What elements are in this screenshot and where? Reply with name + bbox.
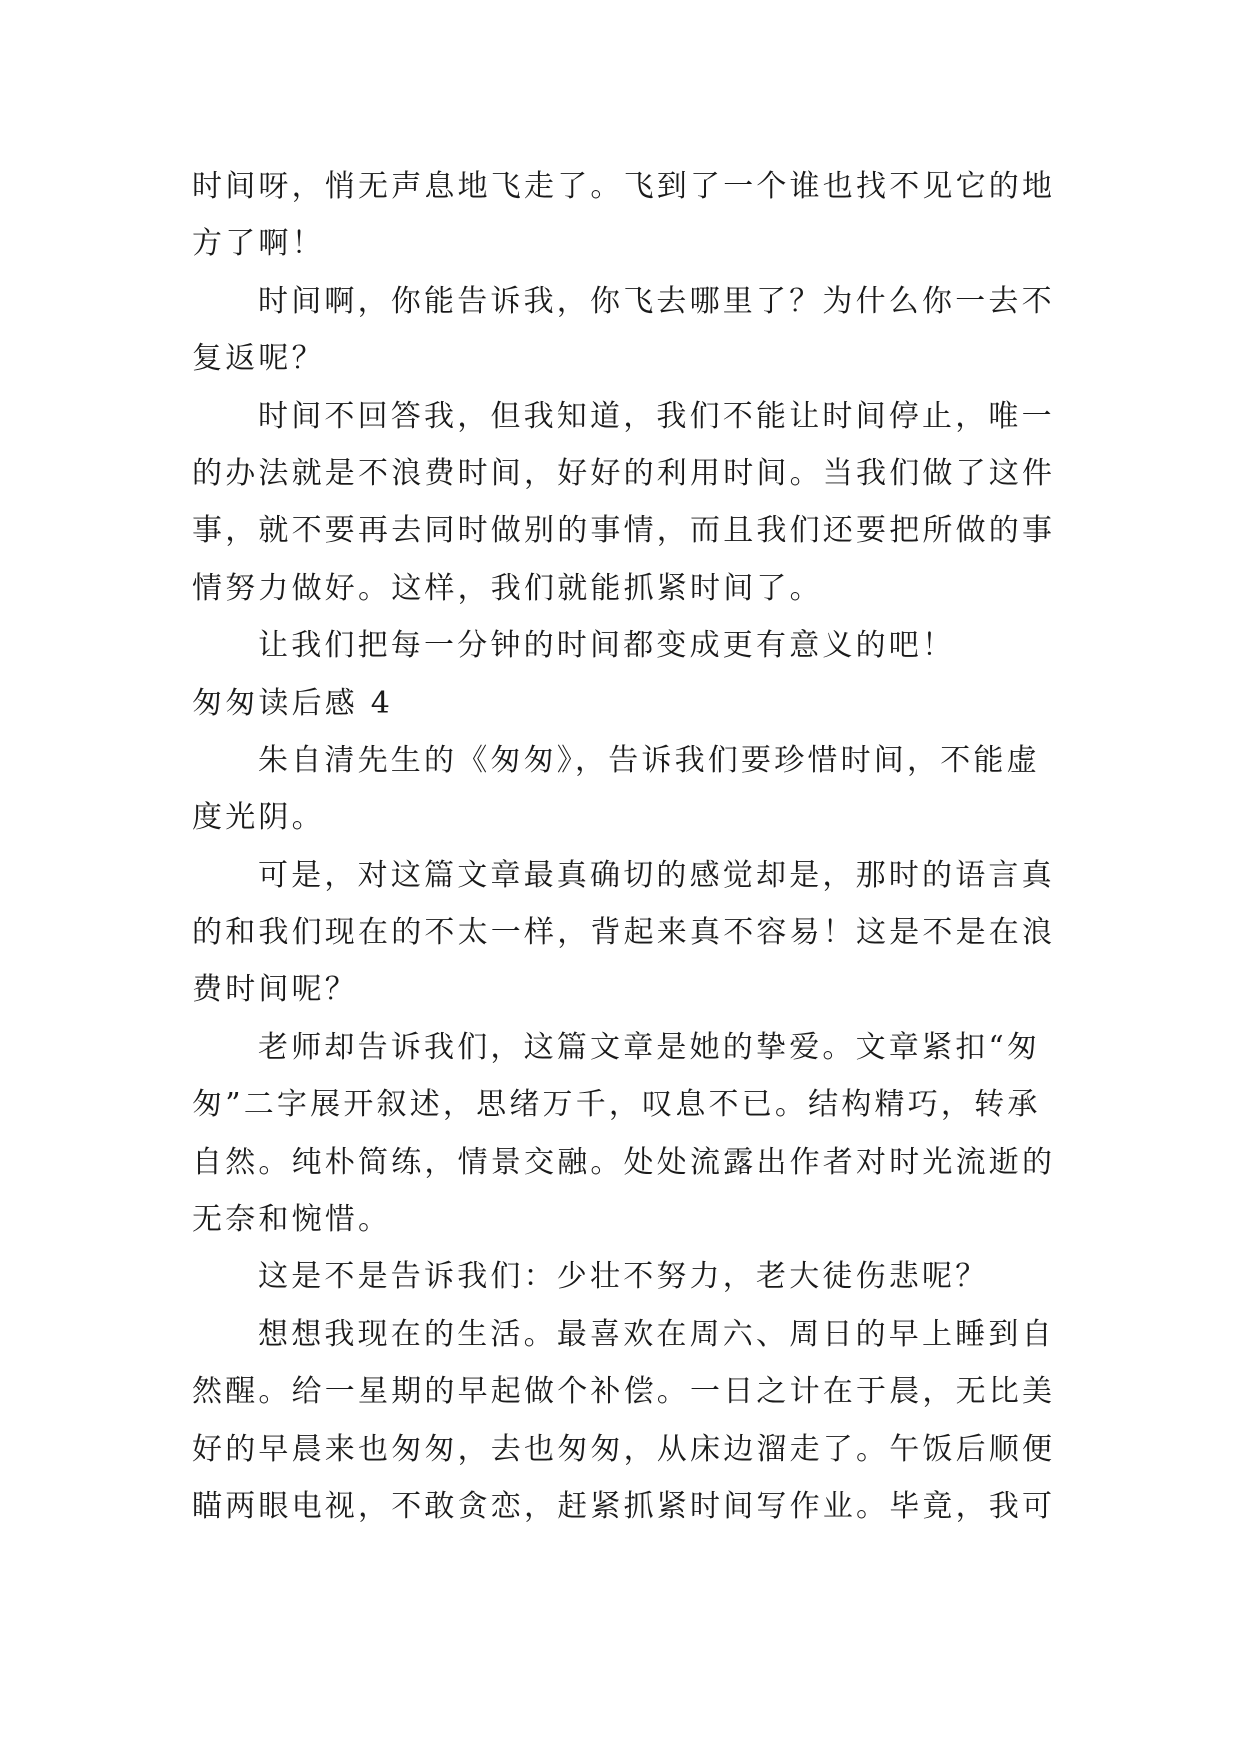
text-line: 自然。纯朴简练，情景交融。处处流露出作者对时光流逝的 bbox=[192, 1144, 1056, 1180]
text-line: 情努力做好。这样，我们就能抓紧时间了。 bbox=[192, 570, 823, 606]
text-line: 费时间呢？ bbox=[192, 972, 358, 1008]
text-line: 无奈和惋惜。 bbox=[192, 1202, 392, 1238]
paragraph-start: 老师却告诉我们，这篇文章是她的挚爱。文章紧扣“匆 bbox=[258, 1029, 1041, 1065]
document-page bbox=[192, 158, 1056, 1535]
text-line: 好的早晨来也匆匆，去也匆匆，从床边溜走了。午饭后顺便 bbox=[192, 1431, 1056, 1467]
text-line: 的和我们现在的不太一样，背起来真不容易！这是不是在浪 bbox=[192, 915, 1056, 951]
text-line: 复返呢？ bbox=[192, 341, 325, 377]
text-line: 然醒。给一星期的早起做个补偿。一日之计在于晨，无比美 bbox=[192, 1374, 1056, 1410]
section-heading: 匆匆读后感 4 bbox=[192, 685, 394, 721]
text-line: 时间呀，悄无声息地飞走了。飞到了一个谁也找不见它的地 bbox=[192, 169, 1056, 204]
paragraph-start: 可是，对这篇文章最真确切的感觉却是，那时的语言真 bbox=[258, 857, 1055, 893]
paragraph-start: 朱自清先生的《匆匆》，告诉我们要珍惜时间，不能虚 bbox=[258, 742, 1040, 778]
paragraph-start: 时间不回答我，但我知道，我们不能让时间停止，唯一 bbox=[258, 398, 1055, 434]
paragraph-start: 时间啊，你能告诉我，你飞去哪里了？为什么你一去不 bbox=[258, 283, 1055, 319]
paragraph-start: 这是不是告诉我们：少壮不努力，老大徒伤悲呢？ bbox=[258, 1259, 989, 1295]
text-line: 的办法就是不浪费时间，好好的利用时间。当我们做了这件 bbox=[192, 455, 1056, 491]
paragraph-start: 让我们把每一分钟的时间都变成更有意义的吧！ bbox=[258, 628, 956, 664]
text-line: 瞄两眼电视，不敢贪恋，赶紧抓紧时间写作业。毕竟，我可 bbox=[192, 1488, 1056, 1524]
paragraph-start: 想想我现在的生活。最喜欢在周六、周日的早上睡到自 bbox=[258, 1316, 1055, 1352]
text-line: 方了啊！ bbox=[192, 226, 325, 262]
text-line: 度光阴。 bbox=[192, 800, 325, 836]
text-line: 事，就不要再去同时做别的事情，而且我们还要把所做的事 bbox=[192, 513, 1056, 549]
text-line: 匆”二字展开叙述，思绪万千，叹息不已。结构精巧，转承 bbox=[192, 1087, 1041, 1123]
